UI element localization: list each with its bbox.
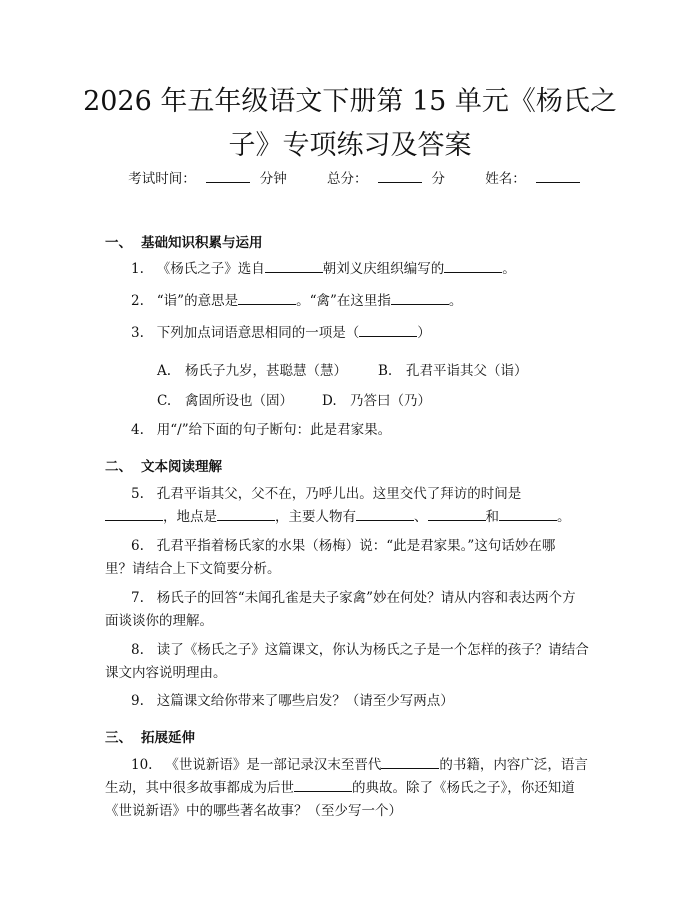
section-2-title: 文本阅读理解 xyxy=(141,459,222,475)
option-d xyxy=(322,389,431,409)
q5-text-c: ，主要人物有 xyxy=(275,509,356,525)
score-unit: 分 xyxy=(431,171,445,187)
q7-number: 7. xyxy=(131,590,144,606)
q8-text-line-2: 课文内容说明理由。 xyxy=(105,665,227,681)
question-4 xyxy=(105,419,600,442)
section-1-heading xyxy=(105,231,263,251)
q1-text-a: 《杨氏之子》选自 xyxy=(156,261,265,277)
q1-number: 1. xyxy=(131,261,144,277)
score-blank xyxy=(378,169,422,183)
q2-text-b: 。“禽”在这里指 xyxy=(296,293,391,309)
question-2 xyxy=(105,290,600,313)
exam-score xyxy=(318,167,454,187)
exam-name xyxy=(476,167,581,187)
page-title xyxy=(60,80,640,168)
q3-blank xyxy=(359,323,417,337)
question-5 xyxy=(105,483,600,529)
q9-number: 9. xyxy=(131,693,144,709)
exam-time xyxy=(119,167,296,187)
q10-text-b: 的书籍，内容广泛，语言 xyxy=(439,757,588,773)
q2-text-a: “诣”的意思是 xyxy=(156,293,239,309)
title-line-1: 2026 年五年级语文下册第 15 单元《杨氏之 xyxy=(83,86,617,117)
exam-info xyxy=(0,167,700,187)
q3-number: 3. xyxy=(131,325,144,341)
option-b-key: B. xyxy=(378,363,393,379)
option-d-key: D. xyxy=(322,393,337,409)
question-9 xyxy=(105,690,600,713)
q5-text-line-1: 孔君平诣其父，父不在，乃呼儿出。这里交代了拜访的时间是 xyxy=(156,486,522,502)
q5-blank-place xyxy=(217,507,275,521)
q10-text-d: 的典故。除了《杨氏之子》，你还知道 xyxy=(352,780,575,796)
section-2-number: 二、 xyxy=(105,459,132,475)
q4-text: 用“/”给下面的句子断句：此是君家果。 xyxy=(156,422,392,438)
q4-number: 4. xyxy=(131,422,144,438)
question-8 xyxy=(105,639,600,685)
q2-text-c: 。 xyxy=(448,293,463,309)
q6-text-line-2: 里？请结合上下文简要分析。 xyxy=(105,561,281,577)
option-c xyxy=(157,389,293,409)
question-10 xyxy=(105,754,600,823)
q7-text-line-1: 杨氏子的回答“未闻孔雀是夫子家禽”妙在何处？请从内容和表达两个方 xyxy=(156,590,576,606)
option-d-text: 乃答曰（乃） xyxy=(350,393,431,409)
question-7 xyxy=(105,587,600,633)
option-b-text: 孔君平诣其父（诣） xyxy=(406,363,528,379)
section-1-number: 一、 xyxy=(105,235,132,251)
question-1 xyxy=(105,258,600,281)
q5-text-f: 。 xyxy=(557,509,571,525)
q5-blank-time xyxy=(105,507,163,521)
q3-text-b: ） xyxy=(417,325,431,341)
q5-text-d: 、 xyxy=(414,509,428,525)
q10-number: 10. xyxy=(131,757,153,773)
section-1-title: 基础知识积累与运用 xyxy=(141,235,263,251)
q9-text: 这篇课文给你带来了哪些启发？（请至少写两点） xyxy=(156,693,454,709)
time-label: 考试时间： xyxy=(128,171,196,187)
option-a xyxy=(157,359,347,379)
section-3-title: 拓展延伸 xyxy=(141,730,195,746)
option-a-text: 杨氏子九岁，甚聪慧（慧） xyxy=(185,363,347,379)
q5-blank-person-2 xyxy=(428,507,486,521)
q2-blank-2 xyxy=(391,291,449,305)
q10-text-e: 《世说新语》中的哪些著名故事？（至少写一个） xyxy=(105,803,402,819)
q8-text-line-1: 读了《杨氏之子》这篇课文，你认为杨氏之子是一个怎样的孩子？请结合 xyxy=(156,642,589,658)
q1-blank-1 xyxy=(265,259,323,273)
q5-blank-person-3 xyxy=(499,507,557,521)
q3-text-a: 下列加点词语意思相同的一项是（ xyxy=(156,325,360,341)
question-3 xyxy=(105,322,600,345)
title-line-2: 子》专项练习及答案 xyxy=(228,130,472,161)
q6-text-line-1: 孔君平指着杨氏家的水果（杨梅）说：“此是君家果。”这句话妙在哪 xyxy=(156,538,556,554)
q5-blank-person-1 xyxy=(356,507,414,521)
q8-number: 8. xyxy=(131,642,144,658)
q2-number: 2. xyxy=(131,293,144,309)
q10-text-a: 《世说新语》是一部记录汉末至晋代 xyxy=(165,757,382,773)
q5-text-e: 和 xyxy=(485,509,499,525)
name-blank xyxy=(536,169,580,183)
q1-blank-2 xyxy=(444,259,502,273)
q1-text-b: 朝刘义庆组织编写的 xyxy=(322,261,445,277)
name-label: 姓名： xyxy=(485,171,526,187)
option-a-key: A. xyxy=(157,363,172,379)
q10-text-c: 生动，其中很多故事都成为后世 xyxy=(105,780,294,796)
option-c-text: 禽固所设也（固） xyxy=(185,393,293,409)
q1-text-c: 。 xyxy=(502,261,516,277)
question-6 xyxy=(105,535,600,581)
section-3-heading xyxy=(105,726,195,746)
section-3-number: 三、 xyxy=(105,730,132,746)
q6-number: 6. xyxy=(131,538,144,554)
score-label: 总分： xyxy=(327,171,368,187)
time-blank xyxy=(206,169,250,183)
time-unit: 分钟 xyxy=(259,171,287,187)
q7-text-line-2: 面谈谈你的理解。 xyxy=(105,613,213,629)
q10-blank-2 xyxy=(294,778,352,792)
section-2-heading xyxy=(105,455,222,475)
q10-blank-1 xyxy=(381,755,439,769)
option-b xyxy=(378,359,528,379)
q5-number: 5. xyxy=(131,486,144,502)
q5-text-b: ，地点是 xyxy=(163,509,217,525)
option-c-key: C. xyxy=(157,393,172,409)
q2-blank-1 xyxy=(238,291,296,305)
